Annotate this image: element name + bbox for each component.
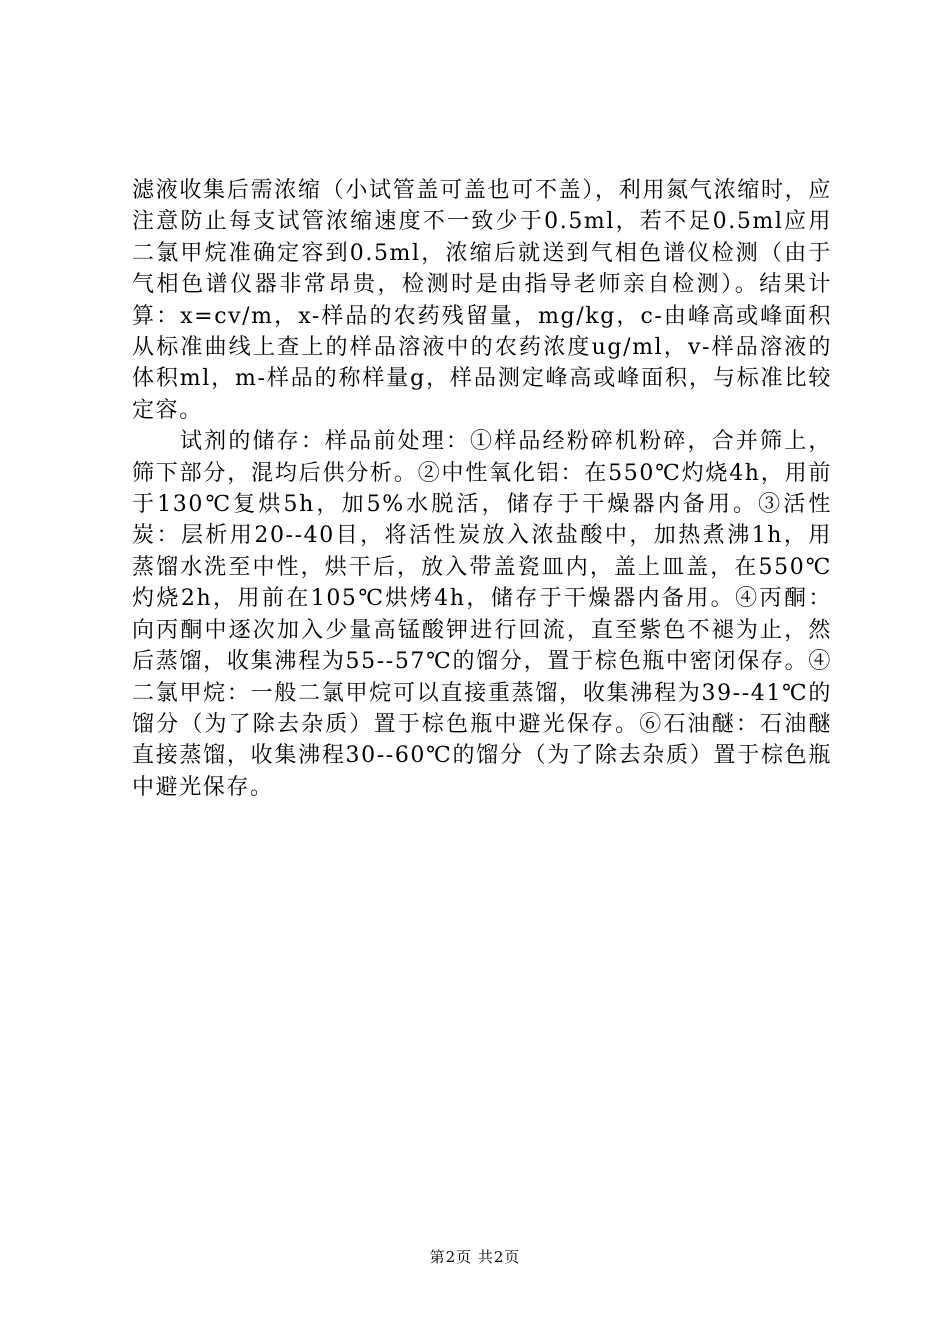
page-footer: 第2页 共2页 (429, 1248, 521, 1266)
document-body (132, 175, 832, 803)
paragraph-reagent-storage: 试剂的储存：样品前处理：①样品经粉碎机粉碎，合并筛上，筛下部分，混均后供分析。②中性氧化铝：在550℃灼烧4h，用前于130℃复烘5h，加5%水脱活，储存于干燥器内备用。③活性炭：层析用20--40目，将活性炭放入浓盐酸中，加热煮沸1h，用蒸馏水洗至中性，烘干后，放入带盖瓷皿内，盖上皿盖，在550℃灼烧2h，用前在105℃烘烤4h，储存于干燥器内备用。④丙酮：向丙酮中逐次加入少量高锰酸钾进行回流，直至紫色不褪为止，然后蒸馏，收集沸程为55--57℃的馏分，置于棕色瓶中密闭保存。④二氯甲烷：一般二氯甲烷可以直接重蒸馏，收集沸程为39--41℃的馏分（为了除去杂质）置于棕色瓶中避光保存。⑥石油醚：石油醚直接蒸馏，收集沸程30--60℃的馏分（为了除去杂质）置于棕色瓶中避光保存。 (132, 429, 832, 800)
paragraph-concentration-calculation: 滤液收集后需浓缩（小试管盖可盖也可不盖），利用氮气浓缩时，应注意防止每支试管浓缩速度不一致少于0.5ml，若不足0.5ml应用二氯甲烷准确定容到0.5ml，浓缩后就送到气相色谱仪检测（由于气相色谱仪器非常昂贵，检测时是由指导老师亲自检测）。结果计算：x=cv/m，x-样品的农药残留量，mg/kg，c-由峰高或峰面积从标准曲线上查上的样品溶液中的农药浓度ug/ml，v-样品溶液的体积ml，m-样品的称样量g，样品测定峰高或峰面积，与标准比较定容。 (132, 178, 832, 423)
